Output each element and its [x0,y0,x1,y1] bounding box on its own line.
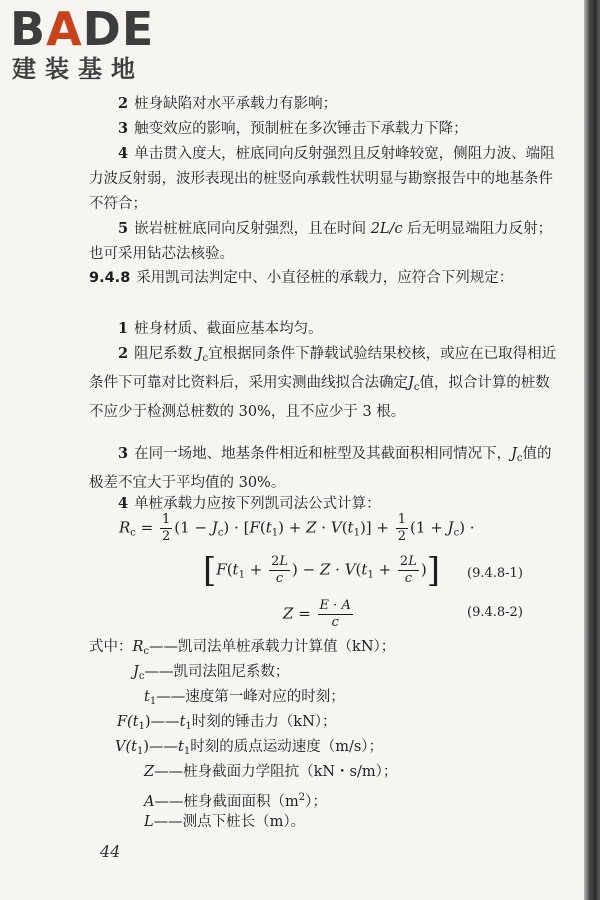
definition-item: $J_c——$凯司法阻尼系数； [133,664,290,682]
definition-item: A——桩身截面面积$(m^2)$； [144,792,327,810]
logo-wordmark: BADE [10,2,155,56]
definition-item: $F(t_1)——t_1$时刻的锤击力（kN）； [117,714,337,732]
list-item: 5 嵌岩桩桩底同向反射强烈，且在时间 2L/c 后无明显端阻力反射；也可采用钻芯法核验。 [89,220,553,262]
equation-9-4-8-1-line1: $R_c$ = $\frac{1}{2}$ $(1 - J_c) \cdot [F(t_1) + Z \cdot V(t_1)]$ + $\frac{1}{2}$ $(1 + J_c)$ · [119,512,475,544]
logo-subtitle: 建装基地 [12,55,144,83]
page-number: 44 [100,842,121,861]
clause-9-4-8: 9.4.8 采用凯司法判定中、小直径桩的承载力，应符合下列规定： [89,270,514,286]
definition-lead: 式中：$R_c——$凯司法单桩承载力计算值（kN）； [89,639,396,657]
definition-item: L——测点下桩长（m）。 [144,814,306,830]
list-item: 2 阻尼系数 $J_c$宜根据同条件下静载试验结果校核，或应在已取得相近条件下可靠对比资料后，采用实测曲线拟合法确定$J_c$值，拟合计算的桩数不应少于检测总桩数的 30%，且不应少于 3 根。 [89,345,557,420]
equation-9-4-8-1-line2: [$F(t_1$ + $\frac{2L}{c}$ ) − $Z \cdot V(t_1$ + $\frac{2L}{c}$ )] [203,550,440,591]
definition-item: Z——桩身截面力学阻抗（kN・s/m）； [144,764,398,780]
list-item: 4 单桩承载力应按下列凯司法公式计算： [118,495,381,512]
list-item: 3 触变效应的影响，预制桩在多次锤击下承载力下降； [118,120,468,137]
list-item: 1 桩身材质、截面应基本均匀。 [118,320,323,337]
definition-item: $V(t_1)——t_1$时刻的质点运动速度（m/s）； [115,739,384,757]
equation-9-4-8-2: Z = $\frac{E \cdot A}{c}$ [283,598,351,630]
list-item: 4 单击贯入度大，桩底同向反射强烈且反射峰较宽，侧阻力波、端阻力波反射弱，波形表现出的桩竖向承载性状明显与勘察报告中的地基条件不符合； [89,145,555,212]
page-edge-shadow [584,0,600,900]
brand-logo [10,4,154,84]
list-item: 2 桩身缺陷对水平承载力有影响； [118,95,338,112]
equation-label: (9.4.8-2) [467,605,523,620]
equation-label: (9.4.8-1) [467,566,523,581]
list-item: 3 在同一场地、地基条件相近和桩型及其截面积相同情况下，$J_c$值的极差不宜大于平均值的 30%。 [89,445,552,491]
definition-item: $t_1——$速度第一峰对应的时刻； [144,689,345,707]
